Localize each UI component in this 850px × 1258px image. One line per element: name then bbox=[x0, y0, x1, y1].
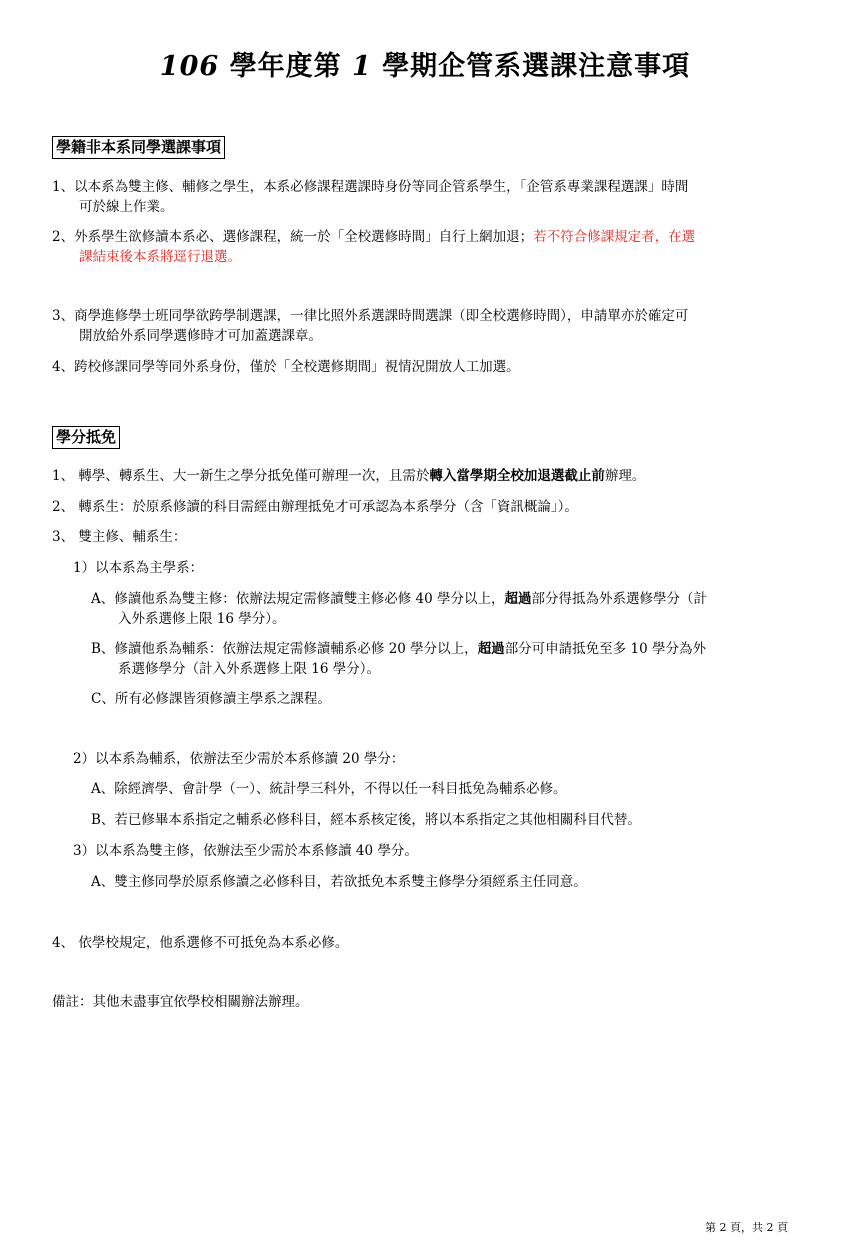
s2-sub1-a-line2: 入外系選修上限 16 學分）。 bbox=[118, 611, 286, 627]
s2-item4: 4、 依學校規定，他系選修不可抵免為本系必修。 bbox=[52, 935, 349, 951]
s1-item1-line2: 可於線上作業。 bbox=[79, 199, 174, 215]
s2-sub3: 3）以本系為雙主修，依辦法至少需於本系修讀 40 學分。 bbox=[73, 843, 418, 859]
s1-item2-line2: 課結束後本系將逕行退選。 bbox=[79, 249, 241, 265]
s1-item2-warning: 若不符合修課規定者，在選 bbox=[533, 229, 696, 245]
s1-item2-line1: 2、外系學生欲修讀本系必、選修課程，統一於「全校選修時間」自行上網加退；若不符合修課規定者，在選 bbox=[52, 229, 696, 245]
section-heading-credit-transfer: 學分抵免 bbox=[52, 426, 120, 449]
s2-sub2-b: B、若已修畢本系指定之輔系必修科目，經本系核定後，將以本系指定之其他相關科目代替。 bbox=[91, 812, 641, 828]
s2-sub1-b-line1: B、修讀他系為輔系：依辦法規定需修讀輔系必修 20 學分以上，超過部分可申請抵免至多 10 學分為外 bbox=[91, 641, 706, 657]
s2-sub1-c: C、所有必修課皆須修讀主學系之課程。 bbox=[91, 691, 331, 707]
s2-sub1-b-line2: 系選修學分（計入外系選修上限 16 學分）。 bbox=[118, 661, 381, 677]
s2-sub1-a-line1: A、修讀他系為雙主修：依辦法規定需修讀雙主修必修 40 學分以上，超過部分得抵為外系選修學分（計 bbox=[91, 591, 708, 607]
s2-sub3-a: A、雙主修同學於原系修讀之必修科目，若欲抵免本系雙主修學分須經系主任同意。 bbox=[91, 874, 587, 890]
s1-item1-line1: 1、以本系為雙主修、輔修之學生，本系必修課程選課時身份等同企管系學生，「企管系專業課程選課」時間 bbox=[52, 179, 689, 195]
remark-note: 備註：其他未盡事宜依學校相關辦法辦理。 bbox=[52, 994, 309, 1010]
s1-item4: 4、跨校修課同學等同外系身份，僅於「全校選修期間」視情況開放人工加選。 bbox=[52, 359, 520, 375]
s2-item2: 2、 轉系生：於原系修讀的科目需經由辦理抵免才可承認為本系學分（含「資訊概論」）。 bbox=[52, 499, 578, 515]
page-title: 106 學年度第 1 學期企管系選課注意事項 bbox=[159, 51, 691, 82]
s2-sub1: 1）以本系為主學系： bbox=[73, 560, 204, 576]
s1-item3-line2: 開放給外系同學選修時才可加蓋選課章。 bbox=[79, 328, 322, 344]
s2-sub2: 2）以本系為輔系，依辦法至少需於本系修讀 20 學分： bbox=[73, 751, 405, 767]
s1-item3-line1: 3、商學進修學士班同學欲跨學制選課，一律比照外系選課時間選課（即全校選修時間），申請單亦於確定可 bbox=[52, 308, 689, 324]
page-number-footer: 第 2 頁，共 2 頁 bbox=[705, 1221, 788, 1234]
s2-item3: 3、 雙主修、輔系生： bbox=[52, 529, 187, 545]
s2-item1: 1、 轉學、轉系生、大一新生之學分抵免僅可辦理一次，且需於轉入當學期全校加退選截止前辦理。 bbox=[52, 468, 646, 484]
s2-sub2-a: A、除經濟學、會計學（一）、統計學三科外，不得以任一科目抵免為輔系必修。 bbox=[91, 781, 567, 797]
section-heading-non-department-students: 學籍非本系同學選課事項 bbox=[52, 136, 225, 159]
